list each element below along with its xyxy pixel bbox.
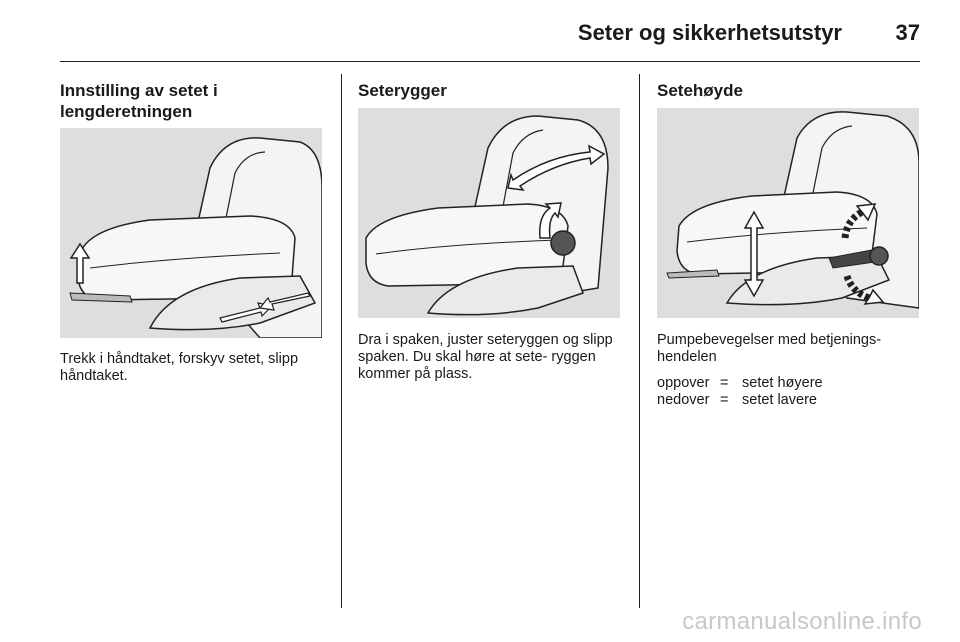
section-heading-backrest: Seterygger <box>358 81 447 100</box>
definition-list <box>657 375 919 409</box>
watermark: carmanualsonline.info <box>682 608 922 635</box>
column-divider <box>639 74 640 608</box>
column-divider <box>341 74 342 608</box>
page-number: 37 <box>895 20 920 45</box>
definition-equals: = <box>720 392 729 408</box>
definition-row <box>657 392 919 409</box>
definition-term: oppover <box>657 375 710 391</box>
section-text-backrest: Dra i spaken, juster seteryggen og slipp spaken. Du skal høre at sete- ryggen kommer på plass. <box>358 332 613 382</box>
definition-term: nedover <box>657 392 710 408</box>
section-text-longitudinal: Trekk i håndtaket, forskyv setet, slipp håndtaket. <box>60 351 299 384</box>
definition-description: setet høyere <box>742 375 823 391</box>
page-header-title: Seter og sikkerhetsutstyr <box>577 20 842 45</box>
section-heading-height: Setehøyde <box>657 81 743 100</box>
section-heading-longitudinal: Innstilling av setet i lengderetningen <box>60 81 218 121</box>
seat-longitudinal-adjustment-illustration <box>60 128 322 338</box>
definition-description: setet lavere <box>742 392 817 408</box>
section-text-height: Pumpebevegelser med betjenings- hendelen <box>657 332 882 365</box>
definition-row <box>657 375 919 392</box>
header-rule <box>60 61 920 62</box>
seat-backrest-adjustment-illustration <box>358 108 620 318</box>
definition-equals: = <box>720 375 729 391</box>
seat-height-adjustment-illustration <box>657 108 919 318</box>
